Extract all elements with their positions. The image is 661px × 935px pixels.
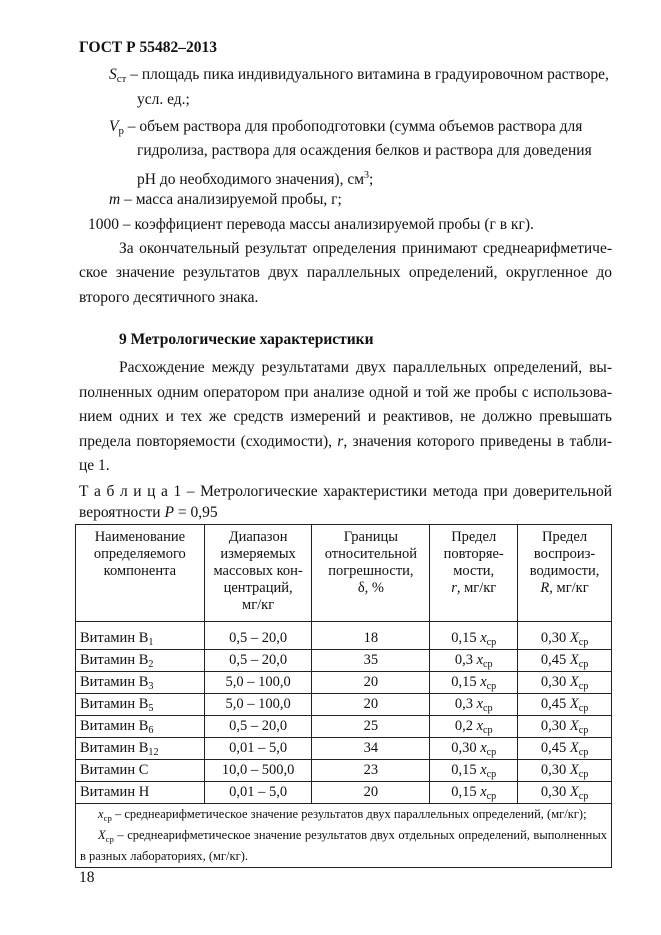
cell-repeatability: 0,15 $x_{ср}$ [430, 622, 518, 650]
cell-reproducibility: 0,30 $X_{ср}$ [518, 760, 612, 782]
table-note: $x_{ср}$ – среднеарифметическое значение результатов двух параллельных определений, (мг/кг); $X_{ср}$ – среднеарифметическое значение результатов двух отдельных определений, выполненных в разных лабораториях, (мг/кг). [76, 804, 612, 868]
cell-range: 0,5 – 20,0 [204, 650, 312, 672]
cell-error: 18 [312, 622, 430, 650]
header-repeatability: Предел повторяе- мости, r, мг/кг [430, 525, 518, 622]
table-row [76, 694, 612, 716]
header-error: Границы относительной погрешности, δ, % [312, 525, 430, 622]
cell-range: 0,01 – 5,0 [204, 782, 312, 804]
table-row [76, 622, 612, 650]
cell-component: Витамин $В_2$ [76, 650, 205, 672]
cell-component: Витамин Н [76, 782, 205, 804]
cell-reproducibility: 0,45 $X_{ср}$ [518, 738, 612, 760]
cell-error: 35 [312, 650, 430, 672]
definition-m: m – масса анализируемой пробы, г; [109, 191, 342, 208]
document-header: ГОСТ Р 55482–2013 [79, 39, 217, 56]
definition-s-line1: $S_{ст}$ – площадь пика индивидуального витамина в градуировочном растворе, [109, 66, 609, 85]
section-line4: предела повторяемости (сходимости), r, значения которого приведены в табли- [79, 433, 612, 450]
cell-reproducibility: 0,30 $X_{ср}$ [518, 782, 612, 804]
header-reproducibility: Предел воспроиз- водимости, R, мг/кг [518, 525, 612, 622]
cell-range: 5,0 – 100,0 [204, 672, 312, 694]
page-number: 18 [79, 869, 95, 886]
section-line5: це 1. [79, 457, 110, 474]
cell-repeatability: 0,15 $x_{ср}$ [430, 760, 518, 782]
cell-reproducibility: 0,45 $X_{ср}$ [518, 650, 612, 672]
table-row [76, 782, 612, 804]
cell-component: Витамин $В_1$ [76, 622, 205, 650]
cell-repeatability: 0,2 $x_{ср}$ [430, 716, 518, 738]
cell-range: 5,0 – 100,0 [204, 694, 312, 716]
cell-repeatability: 0,15 $x_{ср}$ [430, 782, 518, 804]
final-result-line2: ское значение результатов двух параллельных определений, округленное до [79, 264, 612, 281]
cell-error: 20 [312, 694, 430, 716]
cell-error: 20 [312, 672, 430, 694]
cell-range: 10,0 – 500,0 [204, 760, 312, 782]
table-row [76, 760, 612, 782]
cell-reproducibility: 0,30 $X_{ср}$ [518, 622, 612, 650]
cell-component: Витамин $В_{12}$ [76, 738, 205, 760]
header-component: Наименование определяемого компонента [76, 525, 205, 622]
cell-reproducibility: 0,30 $X_{ср}$ [518, 716, 612, 738]
cell-error: 25 [312, 716, 430, 738]
cell-reproducibility: 0,45 $X_{ср}$ [518, 694, 612, 716]
metrology-table [75, 524, 612, 868]
final-result-line3: второго десятичного знака. [79, 289, 259, 306]
table-row [76, 672, 612, 694]
cell-range: 0,01 – 5,0 [204, 738, 312, 760]
table-row [76, 738, 612, 760]
section-title: 9 Метрологические характеристики [119, 331, 374, 348]
cell-range: 0,5 – 20,0 [204, 622, 312, 650]
final-result-line1: За окончательный результат определения принимают среднеарифметиче- [119, 240, 612, 257]
table-caption-line1: Т а б л и ц а 1 – Метрологические характеристики метода при доверительной [79, 483, 612, 500]
cell-repeatability: 0,3 $x_{ср}$ [430, 694, 518, 716]
cell-component: Витамин $В_3$ [76, 672, 205, 694]
table-caption-line2: вероятности P = 0,95 [79, 504, 218, 521]
header-range: Диапазон измеряемых массовых кон- центраций, мг/кг [204, 525, 312, 622]
definition-v-line2: гидролиза, раствора для осаждения белков и раствора для доведения [137, 142, 592, 159]
section-line1: Расхождение между результатами двух параллельных определений, вы- [119, 359, 612, 376]
table-header-row [76, 525, 612, 622]
definition-v-line1: $V_р$ – объем раствора для пробоподготовки (сумма объемов раствора для [109, 118, 583, 137]
cell-repeatability: 0,30 $x_{ср}$ [430, 738, 518, 760]
cell-component: Витамин С [76, 760, 205, 782]
cell-error: 20 [312, 782, 430, 804]
table-row [76, 716, 612, 738]
definition-1000: 1000 – коэффициент перевода массы анализируемой пробы (г в кг). [88, 216, 534, 233]
section-line2: полненных одним оператором при анализе одной и той же пробы с использова- [79, 384, 612, 401]
cell-repeatability: 0,15 $x_{ср}$ [430, 672, 518, 694]
table-row [76, 650, 612, 672]
definition-s-line2: усл. ед.; [137, 91, 190, 108]
table-note-row [76, 804, 612, 868]
section-line3: нием одних и тех же средств измерений и реактивов, не должно превышать [79, 408, 612, 425]
cell-repeatability: 0,3 $x_{ср}$ [430, 650, 518, 672]
definition-v-line3: рН до необходимого значения), $см^3$; [137, 170, 374, 189]
cell-reproducibility: 0,30 $X_{ср}$ [518, 672, 612, 694]
cell-error: 23 [312, 760, 430, 782]
cell-component: Витамин $В_5$ [76, 694, 205, 716]
cell-range: 0,5 – 20,0 [204, 716, 312, 738]
cell-error: 34 [312, 738, 430, 760]
cell-component: Витамин $В_6$ [76, 716, 205, 738]
